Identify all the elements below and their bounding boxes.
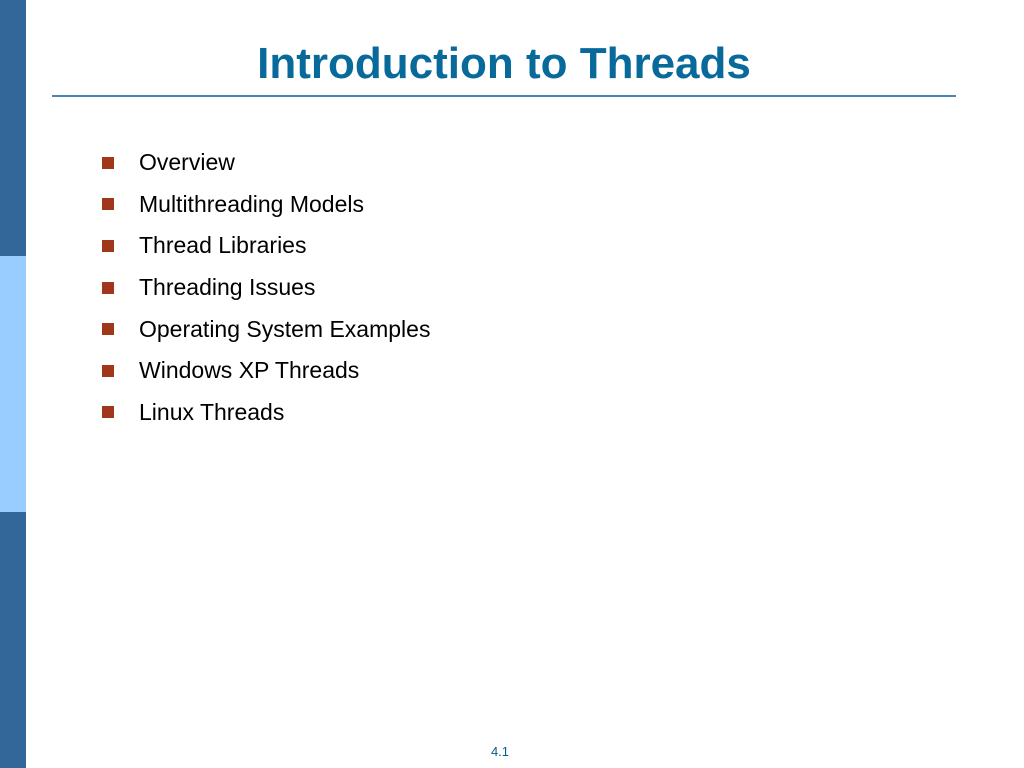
title-divider bbox=[52, 95, 956, 97]
bullet-item bbox=[100, 142, 430, 184]
bullet-item bbox=[100, 184, 430, 226]
bullet-text: Thread Libraries bbox=[139, 232, 307, 259]
slide-title: Introduction to Threads bbox=[257, 39, 751, 88]
square-bullet-icon bbox=[102, 323, 114, 335]
side-bar-bottom-segment bbox=[0, 512, 26, 768]
bullet-text: Operating System Examples bbox=[139, 315, 431, 342]
side-bar-top-segment bbox=[0, 0, 26, 256]
square-bullet-icon bbox=[102, 240, 114, 252]
side-decoration-bar bbox=[0, 0, 26, 768]
bullet-item bbox=[100, 392, 430, 434]
bullet-text: Overview bbox=[139, 149, 235, 176]
bullet-item bbox=[100, 225, 430, 267]
bullet-text: Multithreading Models bbox=[139, 190, 365, 217]
square-bullet-icon bbox=[102, 365, 114, 377]
bullet-item bbox=[100, 350, 430, 392]
bullet-list bbox=[100, 142, 430, 433]
square-bullet-icon bbox=[102, 406, 114, 418]
bullet-text: Linux Threads bbox=[139, 398, 285, 425]
bullet-item bbox=[100, 267, 430, 309]
bullet-text: Threading Issues bbox=[139, 274, 316, 301]
square-bullet-icon bbox=[102, 157, 114, 169]
square-bullet-icon bbox=[102, 198, 114, 210]
side-bar-middle-segment bbox=[0, 256, 26, 512]
page-number: 4.1 bbox=[490, 744, 510, 759]
bullet-text: Windows XP Threads bbox=[139, 357, 360, 384]
square-bullet-icon bbox=[102, 282, 114, 294]
bullet-item bbox=[100, 308, 430, 350]
